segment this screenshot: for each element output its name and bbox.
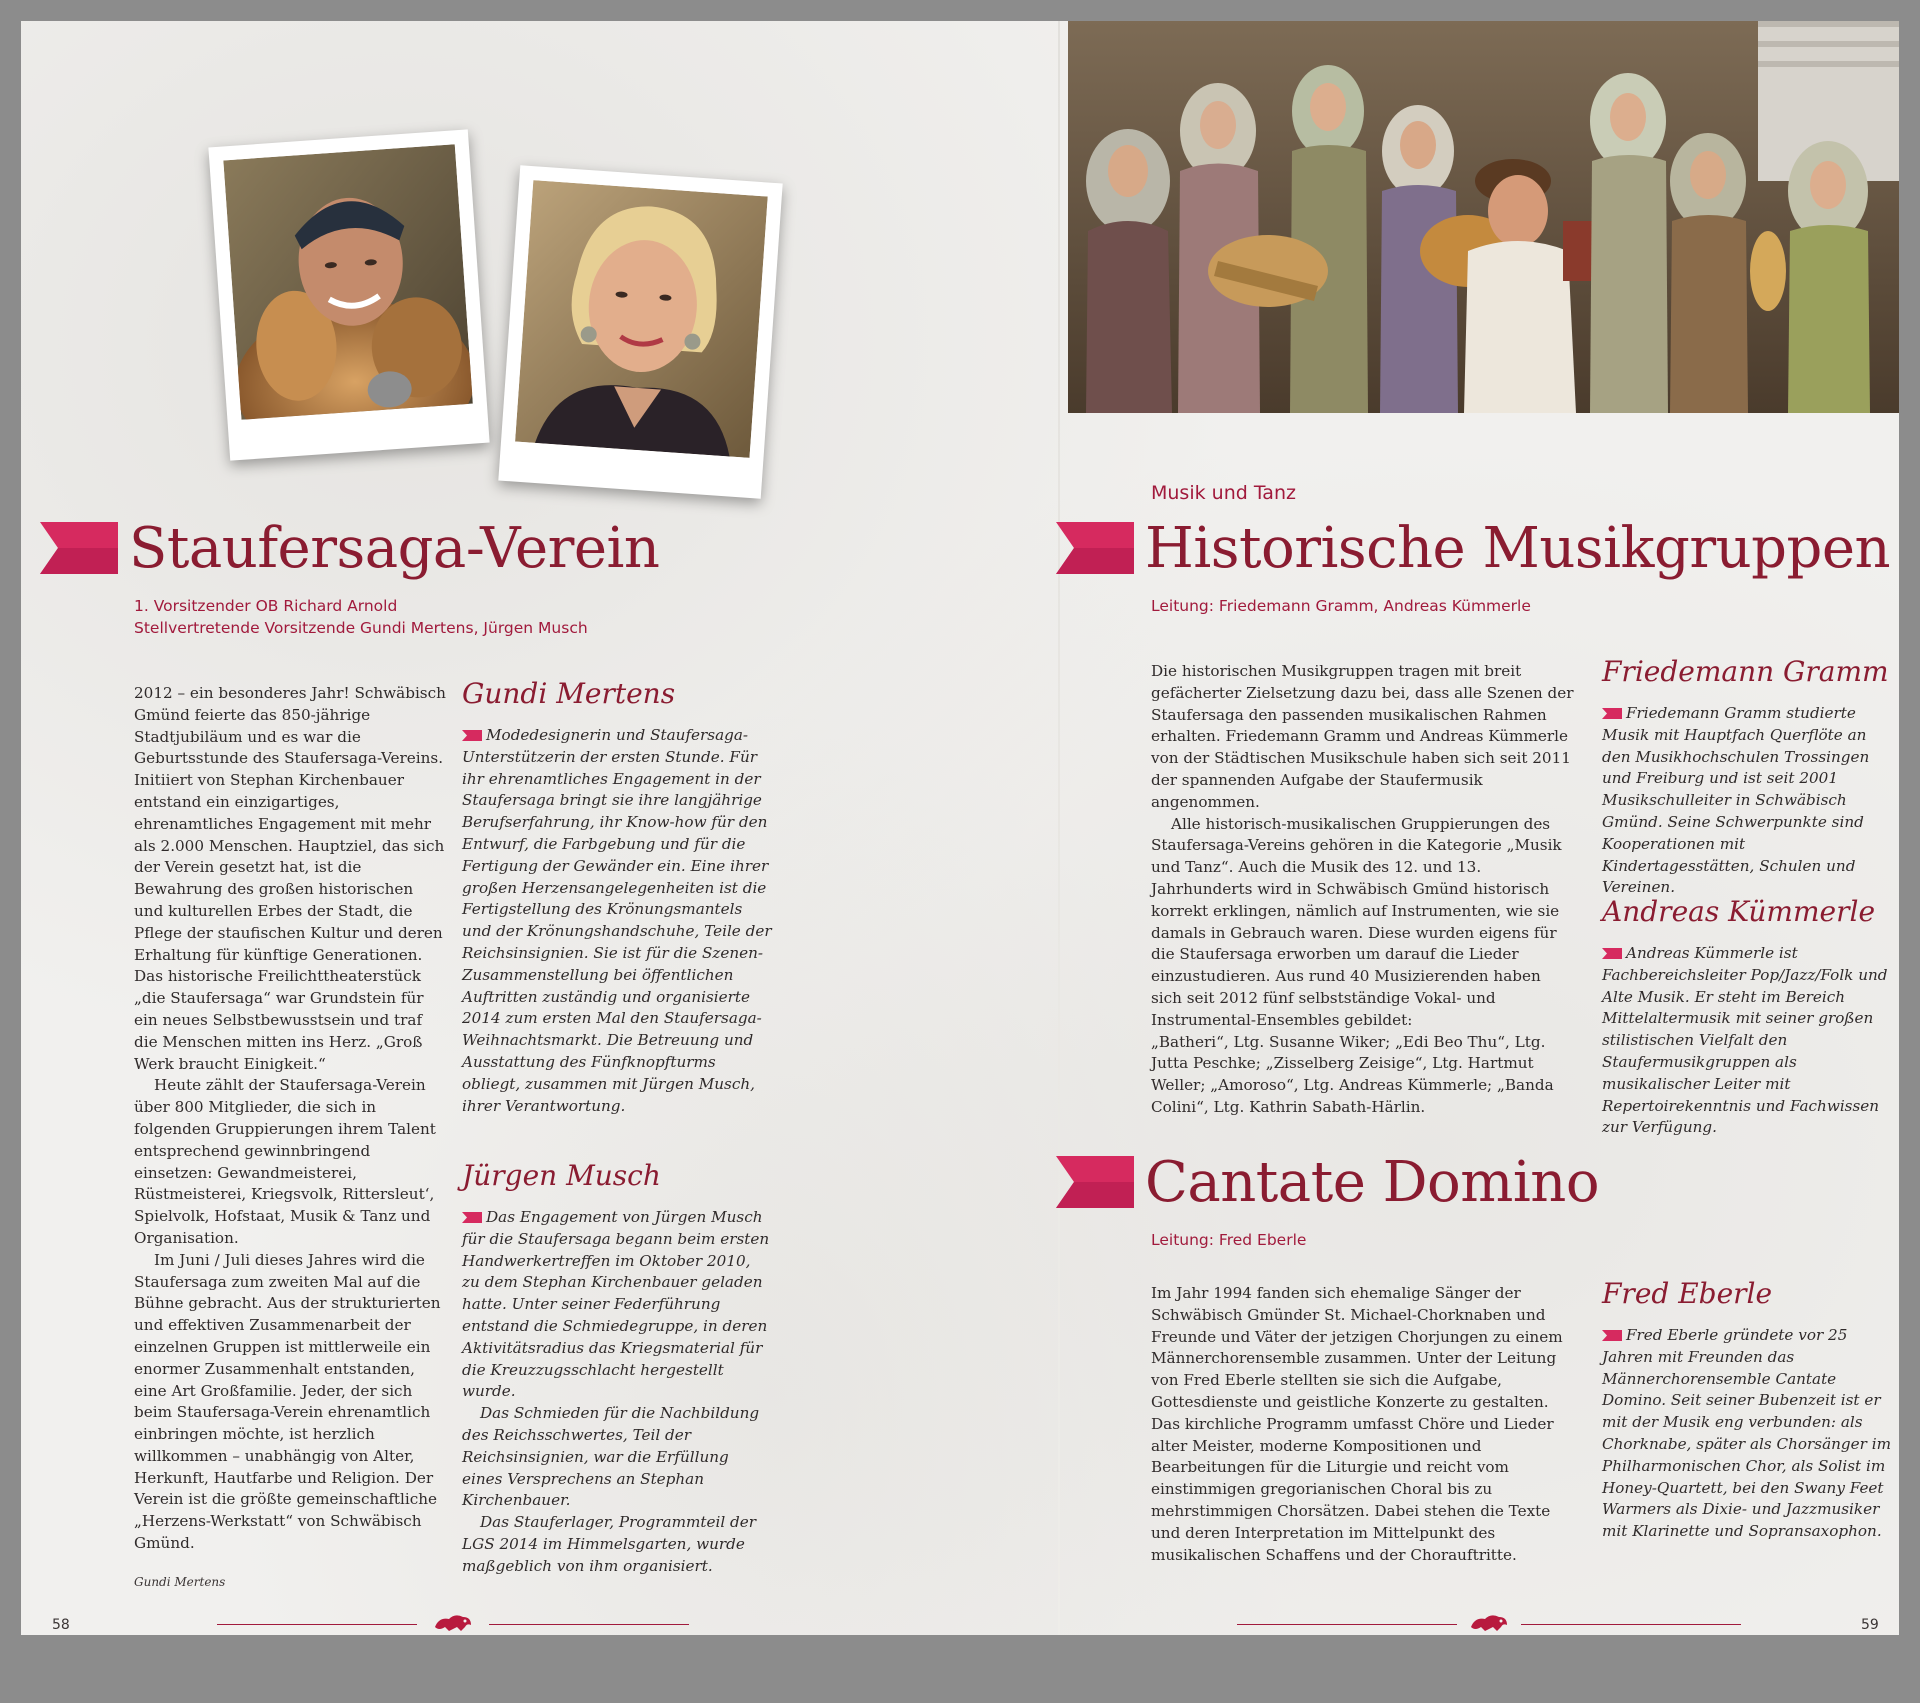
left-paragraph: Heute zählt der Staufersaga-Verein über 800 Mitglieder, die sich in folgenden Gruppierungen ihrem Talent entsprechend gewinnbringend einsetzen: Gewandmeisterei, Rüstmeisterei, Kriegsvolk, Rittersleut‘, Spielvolk, Hofstaat, Musik & Tanz und Organisation.: [134, 1076, 436, 1247]
profile-name-gundi-mertens: Gundi Mertens: [462, 677, 676, 710]
footer-rule: [489, 1624, 689, 1625]
profile-name-juergen-musch: Jürgen Musch: [462, 1159, 661, 1192]
profile-text-juergen-musch: [462, 1207, 772, 1578]
footer-rule: [1521, 1624, 1741, 1625]
portrait-man-image: [223, 144, 473, 420]
ribbon-banner-icon: [40, 522, 118, 574]
portrait-woman-image: [515, 180, 768, 458]
profile-paragraph-text: Andreas Kümmerle ist Fachbereichsleiter Pop/Jazz/Folk und Alte Musik. Er steht im Bereich Mittelaltermusik mit seiner großen stilistischen Vielfalt den Staufermusikgruppen als musikalischer Leiter mit Repertoirekenntnis und Fachwissen zur Verfügung.: [1602, 944, 1888, 1137]
profile-paragraph-text: Fred Eberle gründete vor 25 Jahren mit Freunden das Männerchorensemble Cantate Domino. Seit seiner Bubenzeit ist er mit der Musik eng verbunden: als Chorknabe, später als Chorsänger im Philharmonischen Chor, als Solist im Honey-Quartett, bei den Swany Feet Warmers als Dixie- und Jazzmusiker mit Klarinette und Sopransaxophon.: [1602, 1326, 1891, 1541]
bullet-flag-icon: [1602, 948, 1622, 959]
leitung-musikgruppen: Leitung: Friedemann Gramm, Andreas Kümmerle: [1151, 597, 1531, 615]
bullet-flag-icon: [462, 730, 482, 741]
body-paragraph: Im Jahr 1994 fanden sich ehemalige Sänger der Schwäbisch Gmünder St. Michael-Chorknaben und Freunde und Väter der jetzigen Chorjungen zu einem Männerchorensemble zusammen. Unter der Leitung von Fred Eberle stellten sie sich die Aufgabe, Gottesdienste und geistliche Konzerte zu gestalten. Das kirchliche Programm umfasst Chöre und Lieder alter Meister, moderne Kompositionen und Bearbeitungen für die Liturgie und reicht vom einstimmigen gregorianischen Choral bis zu mehrstimmigen Chorsätzen. Dabei stehen die Texte und deren Interpretation im Mittelpunkt des musikalischen Schaffens und der Chorauftritte.: [1151, 1284, 1563, 1564]
profile-paragraph-text: Modedesignerin und Staufersaga-Unterstützerin der ersten Stunde. Für ihr ehrenamtliches Engagement in der Staufersaga bringt sie ihre langjährige Berufserfahrung, ihr Know-how für den Entwurf, die Farbgebung und für die Fertigung der Gewänder ein. Eine ihrer großen Herzensangelegenheiten ist die Fertigstellung des Krönungsmantels und der Krönungshandschuhe, Teile der Reichsinsignien. Sie ist für die Szenen-Zusammenstellung bei öffentlichen Auftritten zuständig und organisierte 2014 zum ersten Mal den Staufersaga-Weihnachtsmarkt. Die Betreuung und Ausstattung des Fünfknopfturms obliegt, zusammen mit Jürgen Musch, ihrer Verantwortung.: [462, 726, 772, 1115]
magazine-spread: [21, 21, 1899, 1635]
profile-paragraph: [1602, 1325, 1892, 1543]
lion-ornament-icon: [1467, 1611, 1511, 1635]
page-title-historische-musikgruppen: Historische Musikgruppen: [1145, 516, 1891, 581]
body-paragraph: Alle historisch-musikalischen Gruppierungen des Staufersaga-Vereins gehören in die Kategorie „Musik und Tanz“. Auch die Musik des 12. und 13. Jahrhunderts wird in Schwäbisch Gmünd historisch korrekt erklingen, nämlich auf Instrumenten, wie sie damals in Gebrauch waren. Diese wurden eigens für die Staufersaga erworben um darauf die Lieder einzustudieren. Aus rund 40 Musizierenden haben sich seit 2012 fünf selbstständige Vokal- und Instrumental-Ensembles gebildet:: [1151, 814, 1562, 1029]
footer-rule: [1237, 1624, 1457, 1625]
profile-text-fred-eberle: [1602, 1325, 1892, 1543]
page-number-left: 58: [52, 1617, 70, 1633]
bullet-flag-icon: [1602, 1330, 1622, 1341]
cantate-domino-body-text: [1151, 1283, 1576, 1566]
profile-name-friedemann-gramm: Friedemann Gramm: [1602, 655, 1889, 688]
profile-name-fred-eberle: Fred Eberle: [1602, 1277, 1773, 1310]
profile-paragraph: [462, 1207, 772, 1403]
profile-name-andreas-kuemmerle: Andreas Kümmerle: [1602, 895, 1876, 928]
footer-rule: [217, 1624, 417, 1625]
profile-text-gundi-mertens: [462, 725, 772, 1117]
section-kicker: Musik und Tanz: [1151, 482, 1296, 504]
profile-paragraph-text: Das Engagement von Jürgen Musch für die Staufersaga begann beim ersten Handwerkertreffen im Oktober 2010, zu dem Stephan Kirchenbauer geladen hatte. Unter seiner Federführung entstand die Schmiedegruppe, in deren Aktivitätsradius das Kriegsmaterial für die Kreuzzugsschlacht hergestellt wurde.: [462, 1208, 770, 1401]
page-title-cantate-domino: Cantate Domino: [1145, 1150, 1600, 1215]
musikgruppen-body-text: [1151, 661, 1576, 1119]
musicians-photo: [1068, 21, 1899, 413]
photo-richard-arnold: [208, 129, 489, 460]
bullet-flag-icon: [1602, 708, 1622, 719]
page-fold: [1058, 21, 1060, 1635]
leitung-line-1: 1. Vorsitzender OB Richard Arnold: [134, 597, 398, 615]
left-body-text: [134, 683, 446, 1555]
left-paragraph: Im Juni / Juli dieses Jahres wird die Staufersaga zum zweiten Mal auf die Bühne gebracht. Aus der strukturierten und effektiven Zusammenarbeit der einzelnen Gruppen ist mittlerweile ein enormer Zusammenhalt entstanden, eine Art Großfamilie. Jeder, der sich beim Staufersaga-Verein ehrenamtlich einbringen möchte, ist herzlich willkommen – unabhängig von Alter, Herkunft, Hautfarbe und Religion. Der Verein ist die größte gemeinschaftliche „Herzens-Werkstatt“ von Schwäbisch Gmünd.: [134, 1250, 441, 1553]
author-credit: Gundi Mertens: [134, 1575, 226, 1589]
ribbon-banner-icon: [1056, 1156, 1134, 1208]
lion-ornament-icon: [431, 1611, 475, 1635]
bullet-flag-icon: [462, 1212, 482, 1223]
profile-paragraph-text: Friedemann Gramm studierte Musik mit Hauptfach Querflöte an den Musikhochschulen Trossingen und Freiburg und ist seit 2001 Musikschulleiter in Schwäbisch Gmünd. Seine Schwerpunkte sind Kooperationen mit Kindertagesstätten, Schulen und Vereinen.: [1602, 704, 1870, 897]
profile-paragraph: [1602, 943, 1892, 1139]
profile-paragraph: [462, 725, 772, 1117]
photo-gundi-mertens: [498, 165, 782, 499]
page-number-right: 59: [1861, 1617, 1879, 1633]
body-paragraph: Die historischen Musikgruppen tragen mit breit gefächerter Zielsetzung dazu bei, dass alle Szenen der Staufersaga den passenden musikalischen Rahmen erhalten. Friedemann Gramm und Andreas Kümmerle von der Städtischen Musikschule haben sich seit 2011 der spannenden Aufgabe der Staufermusik angenommen.: [1151, 662, 1574, 811]
ribbon-banner-icon: [1056, 522, 1134, 574]
profile-paragraph: Das Stauferlager, Programmteil der LGS 2014 im Himmelsgarten, wurde maßgeblich von ihm organisiert.: [462, 1513, 756, 1575]
leitung-cantate-domino: Leitung: Fred Eberle: [1151, 1231, 1307, 1249]
profile-text-friedemann-gramm: [1602, 703, 1892, 899]
profile-text-andreas-kuemmerle: [1602, 943, 1892, 1139]
viewer-bottom-bar: [0, 1635, 1920, 1703]
profile-paragraph: Das Schmieden für die Nachbildung des Reichsschwertes, Teil der Reichsinsignien, war die Erfüllung eines Versprechens an Stephan Kirchenbauer.: [462, 1404, 760, 1510]
page-title-staufersaga-verein: Staufersaga-Verein: [129, 516, 660, 581]
profile-paragraph: [1602, 703, 1892, 899]
leitung-line-2: Stellvertretende Vorsitzende Gundi Mertens, Jürgen Musch: [134, 619, 588, 637]
left-paragraph: 2012 – ein besonderes Jahr! Schwäbisch Gmünd feierte das 850-jährige Stadtjubiläum und es war die Geburtsstunde des Staufersaga-Vereins. Initiiert von Stephan Kirchenbauer entstand ein einzigartiges, ehrenamtliches Engagement mit mehr als 2.000 Menschen. Hauptziel, das sich der Verein gesetzt hat, ist die Bewahrung des großen historischen und kulturellen Erbes der Stadt, die Pflege der staufischen Kultur und deren Erhaltung für künftige Generationen. Das historische Freilichttheaterstück „die Staufersaga“ war Grundstein für ein neues Selbstbewusstsein und traf die Menschen mitten ins Herz. „Groß Werk braucht Einigkeit.“: [134, 684, 446, 1073]
body-paragraph: „Batheri“, Ltg. Susanne Wiker; „Edi Beo Thu“, Ltg. Jutta Peschke; „Zisselberg Zeisige“, Ltg. Hartmut Weller; „Amoroso“, Ltg. Andreas Kümmerle; „Banda Colini“, Ltg. Kathrin Sabath-Härlin.: [1151, 1032, 1554, 1116]
